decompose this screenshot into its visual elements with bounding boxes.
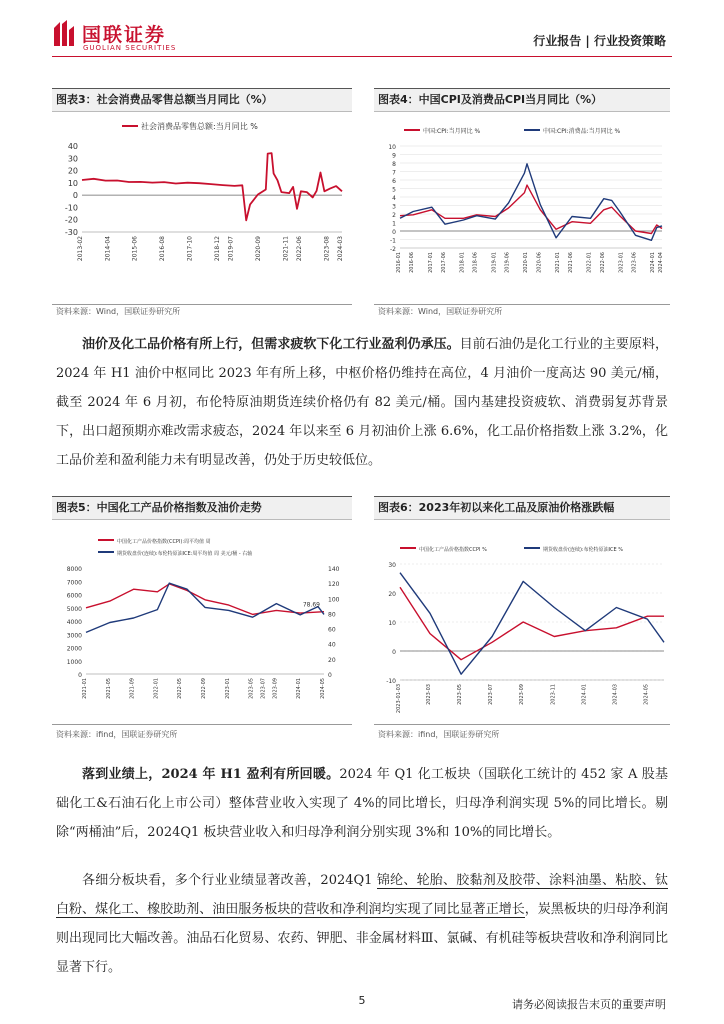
y-tick-label: 30 <box>388 562 396 569</box>
y-tick-label: 5 <box>392 186 396 194</box>
paragraph-2-lead: 落到业绩上，2024 年 H1 盈利有所回暖。 <box>82 767 340 782</box>
logo-name-en: GUOLIAN SECURITIES <box>83 44 177 52</box>
x-tick-label: 2021-05 <box>105 678 112 699</box>
figure-5-chart <box>52 524 352 722</box>
x-tick-label: 2023-09 <box>272 678 279 699</box>
x-tick-label: 2021-11 <box>282 236 290 262</box>
y-tick-label: 20 <box>388 591 396 598</box>
figure-5-title: 图表5：中国化工产品价格指数及油价走势 <box>52 496 352 520</box>
series-line-2 <box>400 164 662 241</box>
x-tick-label: 2013-02 <box>77 236 84 262</box>
figure-6-title-bar <box>374 496 670 520</box>
figure-4-title-bar <box>374 88 670 112</box>
y-tick-label: 2000 <box>66 645 82 653</box>
x-tick-label: 2015-06 <box>131 236 139 262</box>
x-tick-label: 2023-05 <box>457 684 464 705</box>
x-tick-label: 2020-09 <box>254 236 262 262</box>
x-tick-label: 2017-10 <box>186 236 194 262</box>
company-logo-icon <box>52 18 78 48</box>
figure-4-chart <box>374 116 670 302</box>
x-tick-label: 2019-01 <box>491 252 498 273</box>
series-line-1 <box>82 153 342 220</box>
y-right-tick-label: 140 <box>328 566 340 573</box>
x-tick-label: 2024-01 <box>581 684 588 705</box>
x-tick-label: 2016-08 <box>159 236 167 262</box>
figure-6-title: 图表6：2023年初以来化工品及原油价格涨跌幅 <box>374 496 670 520</box>
y-tick-label: 6 <box>392 178 396 185</box>
y-tick-label: -2 <box>390 246 396 253</box>
figure-5-source: 资料来源：ifind，国联证券研究所 <box>56 730 178 739</box>
x-tick-label: 2022-01 <box>153 678 160 699</box>
figure-3-source-divider <box>52 304 352 305</box>
y-tick-label: 7 <box>392 169 396 177</box>
y-tick-label: 10 <box>67 178 78 188</box>
x-tick-label: 2020-01 <box>523 252 530 273</box>
x-tick-label: 2023-08 <box>323 236 331 262</box>
x-tick-label: 2017-01 <box>427 252 434 273</box>
x-tick-label: 2024-05 <box>643 684 650 705</box>
figure-4-source: 资料来源：Wind，国联证券研究所 <box>378 307 503 316</box>
y-tick-label: 8 <box>392 161 396 168</box>
y-right-tick-label: 0 <box>328 672 332 679</box>
x-tick-label: 2023-07 <box>488 684 495 705</box>
x-tick-label: 2021-01 <box>82 678 88 699</box>
legend-label: 中国:CPI:当月同比 % <box>423 128 481 135</box>
series-line-2 <box>86 583 324 632</box>
y-tick-label: 0 <box>392 229 396 236</box>
x-tick-label: 2022-01 <box>586 252 593 273</box>
x-tick-label: 2022-06 <box>599 252 606 273</box>
header-divider <box>52 56 672 57</box>
y-tick-label: -1 <box>390 237 396 245</box>
paragraph-1-body: 目前石油仍是化工行业的主要原料，2024 年 H1 油价中枢同比 2023 年有所上移，中枢价格仍维持在高位，4 月油价一度高达 90 美元/桶，截至 2024 年 6 月初，布伦特原油期货连续价格仍有 82 美元/桶。国内基建投资疲软、消费弱复苏背景下，出口超预期亦难改需求疲态，2024 年以来至 6 月初油价上涨 6.6%，化工品价格指数上涨 3.2%，化工品价差和盈利能力未有明显改善，仍处于历史较低位。 <box>56 337 668 468</box>
series-line-1 <box>400 587 664 660</box>
series-line-2 <box>400 573 664 675</box>
figure-5-title-bar <box>52 496 352 520</box>
x-tick-label: 2024-01 <box>650 252 657 273</box>
figure-6-chart <box>374 524 670 722</box>
y-tick-label: 20 <box>67 166 78 176</box>
figure-3-title: 图表3：社会消费品零售总额当月同比（%） <box>52 88 352 112</box>
y-tick-label: 2 <box>392 212 396 219</box>
y-right-tick-label: 60 <box>328 626 336 634</box>
x-tick-label: 2021-09 <box>129 678 136 699</box>
x-tick-label: 2024-04 <box>658 252 664 273</box>
y-right-tick-label: 100 <box>328 596 340 604</box>
x-tick-label: 2016-06 <box>409 252 416 273</box>
paragraph-1-lead: 油价及化工品价格有所上行，但需求疲软下化工行业盈利仍承压。 <box>82 337 460 352</box>
y-tick-label: 40 <box>67 142 78 151</box>
figure-4-source-divider <box>374 304 670 305</box>
x-tick-label: 2024-01 <box>296 678 303 699</box>
x-tick-label: 2014-04 <box>104 236 112 262</box>
logo-name-cn: 国联证券 <box>82 24 167 46</box>
paragraph-oil-chemical-prices <box>56 330 668 475</box>
x-tick-label: 2022-05 <box>177 678 184 699</box>
x-tick-label: 2022-06 <box>295 236 303 262</box>
y-tick-label: 1000 <box>66 658 82 666</box>
y-tick-label: 6000 <box>66 592 82 600</box>
x-tick-label: 2021-06 <box>568 252 575 273</box>
figure-3-title-bar <box>52 88 352 112</box>
y-tick-label: 3 <box>392 203 396 211</box>
legend-label: 期货收盘价(连续):布伦特原油ICE:周平均值 周 美元/桶 - 右轴 <box>117 551 253 557</box>
y-tick-label: -20 <box>64 215 78 225</box>
x-tick-label: 2018-12 <box>213 236 221 262</box>
x-tick-label: 2023-07 <box>260 678 267 699</box>
paragraph-3-intro: 各细分板块看，多个行业业绩显著改善，2024Q1 <box>82 873 377 888</box>
y-tick-label: 10 <box>388 144 396 151</box>
paragraph-subsector-performance <box>56 866 668 982</box>
x-tick-label: 2016-01 <box>396 252 402 273</box>
y-tick-label: 4000 <box>66 619 82 626</box>
figure-5-source-divider <box>52 724 352 725</box>
x-tick-label: 2023-05 <box>248 678 255 699</box>
y-tick-label: 5000 <box>66 605 82 613</box>
x-tick-label: 2019-07 <box>227 236 235 262</box>
y-tick-label: 8000 <box>66 566 82 573</box>
x-tick-label: 2024-03 <box>337 236 344 262</box>
x-tick-label: 2020-06 <box>536 252 543 273</box>
x-tick-label: 2023-01 <box>618 252 625 273</box>
x-tick-label: 2021-01 <box>554 252 561 273</box>
x-tick-label: 2018-01 <box>459 252 466 273</box>
figure-6-source: 资料来源：ifind，国联证券研究所 <box>378 730 500 739</box>
legend-label: 期货收盘价(连续):布伦特原油ICE % <box>543 547 624 553</box>
y-right-tick-label: 40 <box>328 641 336 649</box>
document-type: 行业报告 | 行业投资策略 <box>533 34 666 48</box>
y-tick-label: 0 <box>72 191 78 201</box>
y-right-tick-label: 20 <box>328 656 336 664</box>
legend-label: 中国:CPI:消费品:当月同比 % <box>543 128 621 135</box>
x-tick-label: 2023-06 <box>631 252 638 273</box>
x-tick-label: 2017-06 <box>440 252 447 273</box>
footer-disclaimer: 请务必阅读报告末页的重要声明 <box>512 998 666 1011</box>
y-tick-label: 0 <box>78 672 82 679</box>
paragraph-3-highlight: 锦纶、轮胎、胶黏剂及胶带、涂料油墨、粘胶、钛白粉、煤化工、橡胶助剂、油田服务板块的营收和净利润均实现了同比显著正增长 <box>56 873 668 917</box>
paragraph-2-body: 2024 年 Q1 化工板块（国联化工统计的 452 家 A 股基础化工&石油石化上市公司）整体营业收入实现了 4%的同比增长，归母净利润实现 5%的同比增长。剔除“两桶油”后，2024Q1 板块营业收入和归母净利润分别实现 3%和 10%的同比增长。 <box>56 767 669 840</box>
y-right-tick-label: 120 <box>328 581 340 589</box>
figure-4-title: 图表4：中国CPI及消费品CPI当月同比（%） <box>374 88 670 112</box>
x-tick-label: 2023-09 <box>519 684 526 705</box>
y-tick-label: -10 <box>386 678 396 685</box>
x-tick-label: 2023-11 <box>550 684 557 705</box>
y-tick-label: 10 <box>388 620 396 627</box>
figure-3-chart <box>52 116 352 302</box>
x-tick-label: 2024-03 <box>612 684 619 705</box>
page-number: 5 <box>358 994 366 1007</box>
series-line-1 <box>400 185 662 233</box>
x-tick-label: 2023-03 <box>426 684 433 705</box>
y-tick-label: 3000 <box>66 632 82 640</box>
x-tick-label: 2023-01 <box>224 678 231 699</box>
figure-6-source-divider <box>374 724 670 725</box>
x-tick-label: 2022-09 <box>201 678 207 699</box>
y-tick-label: 9 <box>392 152 396 160</box>
figure-3-source: 资料来源：Wind，国联证券研究所 <box>56 307 181 316</box>
y-tick-label: -30 <box>64 228 78 237</box>
legend-label: 中国化工产品价格指数(CCPI):周平均值 周 <box>117 539 211 545</box>
y-tick-label: 1 <box>392 220 396 228</box>
x-tick-label: 2019-06 <box>504 252 511 273</box>
y-tick-label: 7000 <box>66 579 82 587</box>
paragraph-3-body: ，炭黑板块的归母净利润则出现同比大幅改善。油品石化贸易、农药、钾肥、非金属材料Ⅲ、氯碱、有机硅等板块营收和净利润同比显著下行。 <box>56 902 668 975</box>
x-tick-label: 2023-01-03 <box>396 684 402 714</box>
annotation-label: 78.69 <box>302 601 320 609</box>
y-right-tick-label: 80 <box>328 611 336 619</box>
x-tick-label: 2018-06 <box>472 252 479 273</box>
legend-label: 社会消费品零售总额:当月同比 % <box>141 122 258 131</box>
x-tick-label: 2024-05 <box>320 678 326 699</box>
y-tick-label: 30 <box>67 154 78 164</box>
legend-label: 中国化工产品价格指数CCPI % <box>419 547 487 553</box>
y-tick-label: -10 <box>64 203 78 213</box>
y-tick-label: 0 <box>392 649 396 656</box>
y-tick-label: 4 <box>392 195 396 202</box>
paragraph-h1-earnings <box>56 760 668 847</box>
